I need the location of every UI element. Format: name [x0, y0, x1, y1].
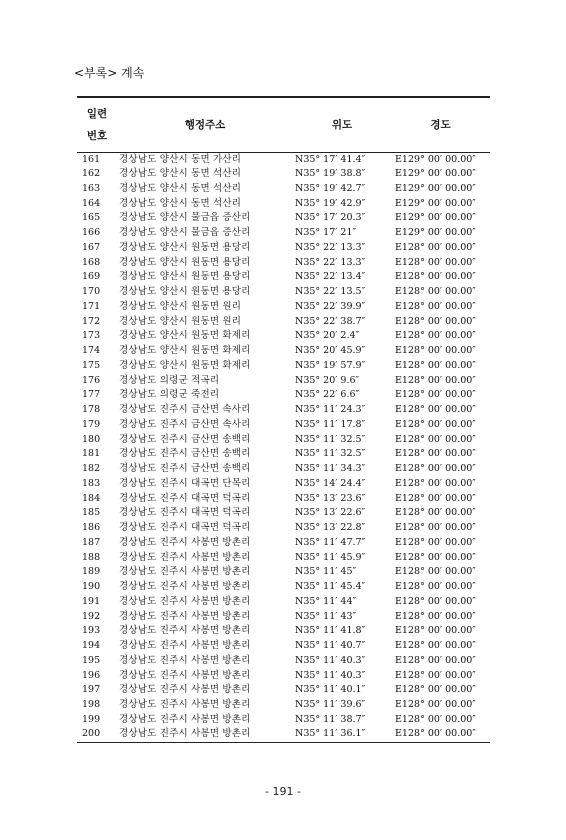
serial-number-cell: 194: [82, 640, 101, 652]
address-cell: 경상남도 진주시 사봉면 방촌리: [119, 684, 251, 696]
longitude-cell: E128° 00′ 00.00″: [395, 536, 476, 548]
latitude-cell: N35° 11′ 17.8″: [295, 418, 366, 430]
address-cell: 경상남도 양산시 동면 석산리: [119, 168, 242, 180]
address-cell: 경상남도 양산시 원동면 용당리: [119, 271, 251, 283]
latitude-cell: N35° 20′ 9.6″: [295, 374, 360, 386]
address-cell: 경상남도 진주시 사봉면 방촌리: [119, 625, 251, 637]
address-cell: 경상남도 양산시 원동면 원리: [119, 315, 242, 327]
header-latitude: 위도: [293, 97, 391, 152]
longitude-cell: E129° 00′ 00.00″: [395, 227, 476, 239]
serial-number-cell: 172: [82, 315, 101, 327]
longitude-cell: E128° 00′ 00.00″: [395, 581, 476, 593]
header-address: 행정주소: [117, 97, 293, 152]
latitude-cell: N35° 19′ 42.9″: [295, 197, 366, 209]
table-row: [77, 388, 490, 403]
header-serial-number: [77, 97, 117, 152]
serial-number-cell: 176: [82, 374, 101, 386]
latitude-cell: N35° 22′ 13.5″: [295, 286, 366, 298]
latitude-cell: N35° 19′ 38.8″: [295, 168, 366, 180]
latitude-cell: N35° 11′ 44″: [295, 595, 357, 607]
longitude-cell: E128° 00′ 00.00″: [395, 625, 476, 637]
table-row: [77, 565, 490, 580]
longitude-cell: E129° 00′ 00.00″: [395, 197, 476, 209]
latitude-cell: N35° 11′ 40.7″: [295, 640, 366, 652]
latitude-cell: N35° 11′ 40.1″: [295, 684, 366, 696]
latitude-cell: N35° 22′ 13.3″: [295, 256, 366, 268]
address-cell: 경상남도 진주시 금산면 속사리: [119, 404, 251, 416]
longitude-cell: E128° 00′ 00.00″: [395, 389, 476, 401]
latitude-cell: N35° 13′ 22.8″: [295, 522, 366, 534]
table-row: [77, 255, 490, 270]
address-cell: 경상남도 의령군 죽전리: [119, 389, 220, 401]
serial-number-cell: 181: [82, 448, 101, 460]
longitude-cell: E128° 00′ 00.00″: [395, 492, 476, 504]
table-row: [77, 344, 490, 359]
address-cell: 경상남도 양산시 원동면 화제리: [119, 359, 251, 371]
table-row: [77, 580, 490, 595]
longitude-cell: E128° 00′ 00.00″: [395, 640, 476, 652]
serial-number-cell: 166: [82, 227, 101, 239]
latitude-cell: N35° 13′ 23.6″: [295, 492, 366, 504]
address-cell: 경상남도 진주시 사봉면 방촌리: [119, 595, 251, 607]
latitude-cell: N35° 20′ 2.4″: [295, 330, 360, 342]
serial-number-cell: 200: [77, 727, 117, 742]
serial-number-cell: 186: [82, 522, 101, 534]
table-row: [77, 698, 490, 713]
table-row: [77, 536, 490, 551]
latitude-cell: N35° 22′ 13.4″: [295, 271, 366, 283]
serial-number-cell: 180: [82, 433, 101, 445]
serial-number-cell: 178: [82, 404, 101, 416]
address-cell: 경상남도 양산시 원동면 용당리: [119, 241, 251, 253]
table-row: [77, 314, 490, 329]
serial-number-cell: 161: [82, 153, 101, 165]
longitude-cell: E128° 00′ 00.00″: [395, 684, 476, 696]
longitude-cell: E128° 00′ 00.00″: [395, 463, 476, 475]
longitude-cell: E128° 00′ 00.00″: [391, 727, 490, 742]
longitude-cell: E128° 00′ 00.00″: [395, 315, 476, 327]
serial-number-cell: 174: [82, 345, 101, 357]
latitude-cell: N35° 11′ 38.7″: [295, 713, 366, 725]
address-cell: 경상남도 진주시 사봉면 방촌리: [119, 610, 251, 622]
table-row: [77, 595, 490, 610]
address-cell: 경상남도 진주시 사봉면 방촌리: [119, 713, 251, 725]
latitude-cell: N35° 11′ 40.3″: [295, 669, 366, 681]
table-row: [77, 167, 490, 182]
latitude-cell: N35° 11′ 24.3″: [295, 404, 366, 416]
table-row: [77, 226, 490, 241]
latitude-cell: N35° 14′ 24.4″: [295, 477, 366, 489]
latitude-cell: N35° 11′ 36.1″: [293, 727, 391, 742]
table-row: [77, 285, 490, 300]
longitude-cell: E128° 00′ 00.00″: [395, 241, 476, 253]
address-cell: 경상남도 양산시 원동면 원리: [119, 300, 242, 312]
latitude-cell: N35° 22′ 38.7″: [295, 315, 366, 327]
header-row: [77, 97, 490, 152]
address-cell: 경상남도 진주시 사봉면 방촌리: [119, 669, 251, 681]
latitude-cell: N35° 11′ 32.5″: [295, 433, 366, 445]
table-row: [77, 668, 490, 683]
serial-number-cell: 168: [82, 256, 101, 268]
table-row: [77, 447, 490, 462]
latitude-cell: N35° 11′ 45″: [295, 566, 357, 578]
table-row: [77, 403, 490, 418]
table-row: [77, 432, 490, 447]
serial-number-cell: 197: [82, 684, 101, 696]
longitude-cell: E128° 00′ 00.00″: [395, 345, 476, 357]
serial-number-cell: 179: [82, 418, 101, 430]
address-cell: 경상남도 의령군 적곡리: [119, 374, 220, 386]
address-cell: 경상남도 진주시 사봉면 방촌리: [119, 536, 251, 548]
address-cell: 경상남도 진주시 사봉면 방촌리: [117, 727, 293, 742]
address-cell: 경상남도 진주시 사봉면 방촌리: [119, 581, 251, 593]
table-row: [77, 270, 490, 285]
longitude-cell: E128° 00′ 00.00″: [395, 359, 476, 371]
table-row: [77, 521, 490, 536]
serial-number-cell: 199: [82, 713, 101, 725]
address-cell: 경상남도 양산시 동면 석산리: [119, 182, 242, 194]
longitude-cell: E128° 00′ 00.00″: [395, 418, 476, 430]
longitude-cell: E128° 00′ 00.00″: [395, 507, 476, 519]
serial-number-cell: 196: [82, 669, 101, 681]
serial-number-cell: 163: [82, 182, 101, 194]
table-row: [77, 373, 490, 388]
latitude-cell: N35° 22′ 6.6″: [295, 389, 360, 401]
address-cell: 경상남도 진주시 사봉면 방촌리: [119, 551, 251, 563]
header-serial-line1: 일련: [86, 107, 108, 120]
latitude-cell: N35° 17′ 41.4″: [295, 153, 366, 165]
serial-number-cell: 195: [82, 654, 101, 666]
address-cell: 경상남도 양산시 물금읍 증산리: [119, 227, 251, 239]
longitude-cell: E128° 00′ 00.00″: [395, 477, 476, 489]
table-row: [77, 300, 490, 315]
longitude-cell: E128° 00′ 00.00″: [395, 699, 476, 711]
address-cell: 경상남도 양산시 동면 석산리: [119, 197, 242, 209]
address-cell: 경상남도 양산시 원동면 화제리: [119, 345, 251, 357]
serial-number-cell: 170: [82, 286, 101, 298]
address-cell: 경상남도 진주시 대곡면 덕곡리: [119, 522, 251, 534]
serial-number-cell: 187: [82, 536, 101, 548]
address-cell: 경상남도 진주시 대곡면 덕곡리: [119, 507, 251, 519]
latitude-cell: N35° 19′ 42.7″: [295, 182, 366, 194]
longitude-cell: E128° 00′ 00.00″: [395, 404, 476, 416]
address-cell: 경상남도 진주시 사봉면 방촌리: [119, 640, 251, 652]
table-row: [77, 211, 490, 226]
serial-number-cell: 184: [82, 492, 101, 504]
table-row: [77, 477, 490, 492]
table-row: [77, 182, 490, 197]
address-cell: 경상남도 양산시 원동면 용당리: [119, 286, 251, 298]
longitude-cell: E128° 00′ 00.00″: [395, 522, 476, 534]
table-row: [77, 639, 490, 654]
header-serial-line2: 번호: [86, 129, 108, 142]
longitude-cell: E129° 00′ 00.00″: [395, 212, 476, 224]
table-row: [77, 624, 490, 639]
longitude-cell: E128° 00′ 00.00″: [395, 566, 476, 578]
table-row: [77, 359, 490, 374]
latitude-cell: N35° 17′ 21″: [295, 227, 357, 239]
table-body: [77, 152, 490, 742]
latitude-cell: N35° 13′ 22.6″: [295, 507, 366, 519]
latitude-cell: N35° 11′ 34.3″: [295, 463, 366, 475]
longitude-cell: E129° 00′ 00.00″: [395, 168, 476, 180]
serial-number-cell: 193: [82, 625, 101, 637]
table-row: [77, 654, 490, 669]
latitude-cell: N35° 11′ 47.7″: [295, 536, 366, 548]
serial-number-cell: 182: [82, 463, 101, 475]
address-cell: 경상남도 진주시 금산면 속사리: [119, 418, 251, 430]
longitude-cell: E128° 00′ 00.00″: [395, 374, 476, 386]
address-cell: 경상남도 양산시 원동면 용당리: [119, 256, 251, 268]
serial-number-cell: 173: [82, 330, 101, 342]
longitude-cell: E129° 00′ 00.00″: [395, 182, 476, 194]
serial-number-cell: 189: [82, 566, 101, 578]
table-row: [77, 152, 490, 167]
serial-number-cell: 198: [82, 699, 101, 711]
coordinates-table: [77, 96, 490, 743]
table-row: [77, 506, 490, 521]
serial-number-cell: 185: [82, 507, 101, 519]
serial-number-cell: 171: [82, 300, 101, 312]
latitude-cell: N35° 11′ 39.6″: [295, 699, 366, 711]
table-header: [77, 97, 490, 152]
longitude-cell: E128° 00′ 00.00″: [395, 713, 476, 725]
address-cell: 경상남도 진주시 대곡면 덕곡리: [119, 492, 251, 504]
address-cell: 경상남도 진주시 금산면 송백리: [119, 433, 251, 445]
longitude-cell: E128° 00′ 00.00″: [395, 433, 476, 445]
table-row: [77, 241, 490, 256]
table-row: [77, 196, 490, 211]
appendix-caption: <부록> 계속: [74, 66, 145, 80]
longitude-cell: E128° 00′ 00.00″: [395, 256, 476, 268]
address-cell: 경상남도 진주시 금산면 송백리: [119, 463, 251, 475]
latitude-cell: N35° 11′ 40.3″: [295, 654, 366, 666]
longitude-cell: E128° 00′ 00.00″: [395, 448, 476, 460]
serial-number-cell: 188: [82, 551, 101, 563]
longitude-cell: E128° 00′ 00.00″: [395, 595, 476, 607]
serial-number-cell: 169: [82, 271, 101, 283]
header-longitude: 경도: [391, 97, 490, 152]
address-cell: 경상남도 진주시 사봉면 방촌리: [119, 566, 251, 578]
longitude-cell: E128° 00′ 00.00″: [395, 271, 476, 283]
longitude-cell: E128° 00′ 00.00″: [395, 286, 476, 298]
latitude-cell: N35° 11′ 41.8″: [295, 625, 366, 637]
table-row: [77, 727, 490, 742]
serial-number-cell: 190: [82, 581, 101, 593]
table-row: [77, 550, 490, 565]
latitude-cell: N35° 11′ 45.4″: [295, 581, 366, 593]
latitude-cell: N35° 11′ 32.5″: [295, 448, 366, 460]
longitude-cell: E128° 00′ 00.00″: [395, 551, 476, 563]
address-cell: 경상남도 양산시 동면 가산리: [119, 153, 242, 165]
longitude-cell: E128° 00′ 00.00″: [395, 669, 476, 681]
longitude-cell: E128° 00′ 00.00″: [395, 300, 476, 312]
longitude-cell: E128° 00′ 00.00″: [395, 330, 476, 342]
table-row: [77, 462, 490, 477]
longitude-cell: E128° 00′ 00.00″: [395, 654, 476, 666]
latitude-cell: N35° 22′ 13.3″: [295, 241, 366, 253]
table-row: [77, 713, 490, 728]
serial-number-cell: 165: [82, 212, 101, 224]
latitude-cell: N35° 11′ 45.9″: [295, 551, 366, 563]
address-cell: 경상남도 진주시 사봉면 방촌리: [119, 654, 251, 666]
address-cell: 경상남도 진주시 금산면 송백리: [119, 448, 251, 460]
serial-number-cell: 167: [82, 241, 101, 253]
serial-number-cell: 164: [82, 197, 101, 209]
latitude-cell: N35° 11′ 43″: [295, 610, 357, 622]
address-cell: 경상남도 양산시 물금읍 증산리: [119, 212, 251, 224]
serial-number-cell: 162: [82, 168, 101, 180]
table-row: [77, 418, 490, 433]
serial-number-cell: 191: [82, 595, 101, 607]
latitude-cell: N35° 20′ 45.9″: [295, 345, 366, 357]
serial-number-cell: 192: [82, 610, 101, 622]
longitude-cell: E128° 00′ 00.00″: [395, 610, 476, 622]
page-number: - 191 -: [265, 785, 301, 798]
table-row: [77, 609, 490, 624]
address-cell: 경상남도 진주시 대곡면 단목리: [119, 477, 251, 489]
serial-number-cell: 175: [82, 359, 101, 371]
address-cell: 경상남도 진주시 사봉면 방촌리: [119, 699, 251, 711]
table-row: [77, 329, 490, 344]
serial-number-cell: 177: [82, 389, 101, 401]
table-row: [77, 491, 490, 506]
table-row: [77, 683, 490, 698]
latitude-cell: N35° 19′ 57.9″: [295, 359, 366, 371]
address-cell: 경상남도 양산시 원동면 화제리: [119, 330, 251, 342]
latitude-cell: N35° 17′ 20.3″: [295, 212, 366, 224]
longitude-cell: E129° 00′ 00.00″: [395, 153, 476, 165]
serial-number-cell: 183: [82, 477, 101, 489]
latitude-cell: N35° 22′ 39.9″: [295, 300, 366, 312]
